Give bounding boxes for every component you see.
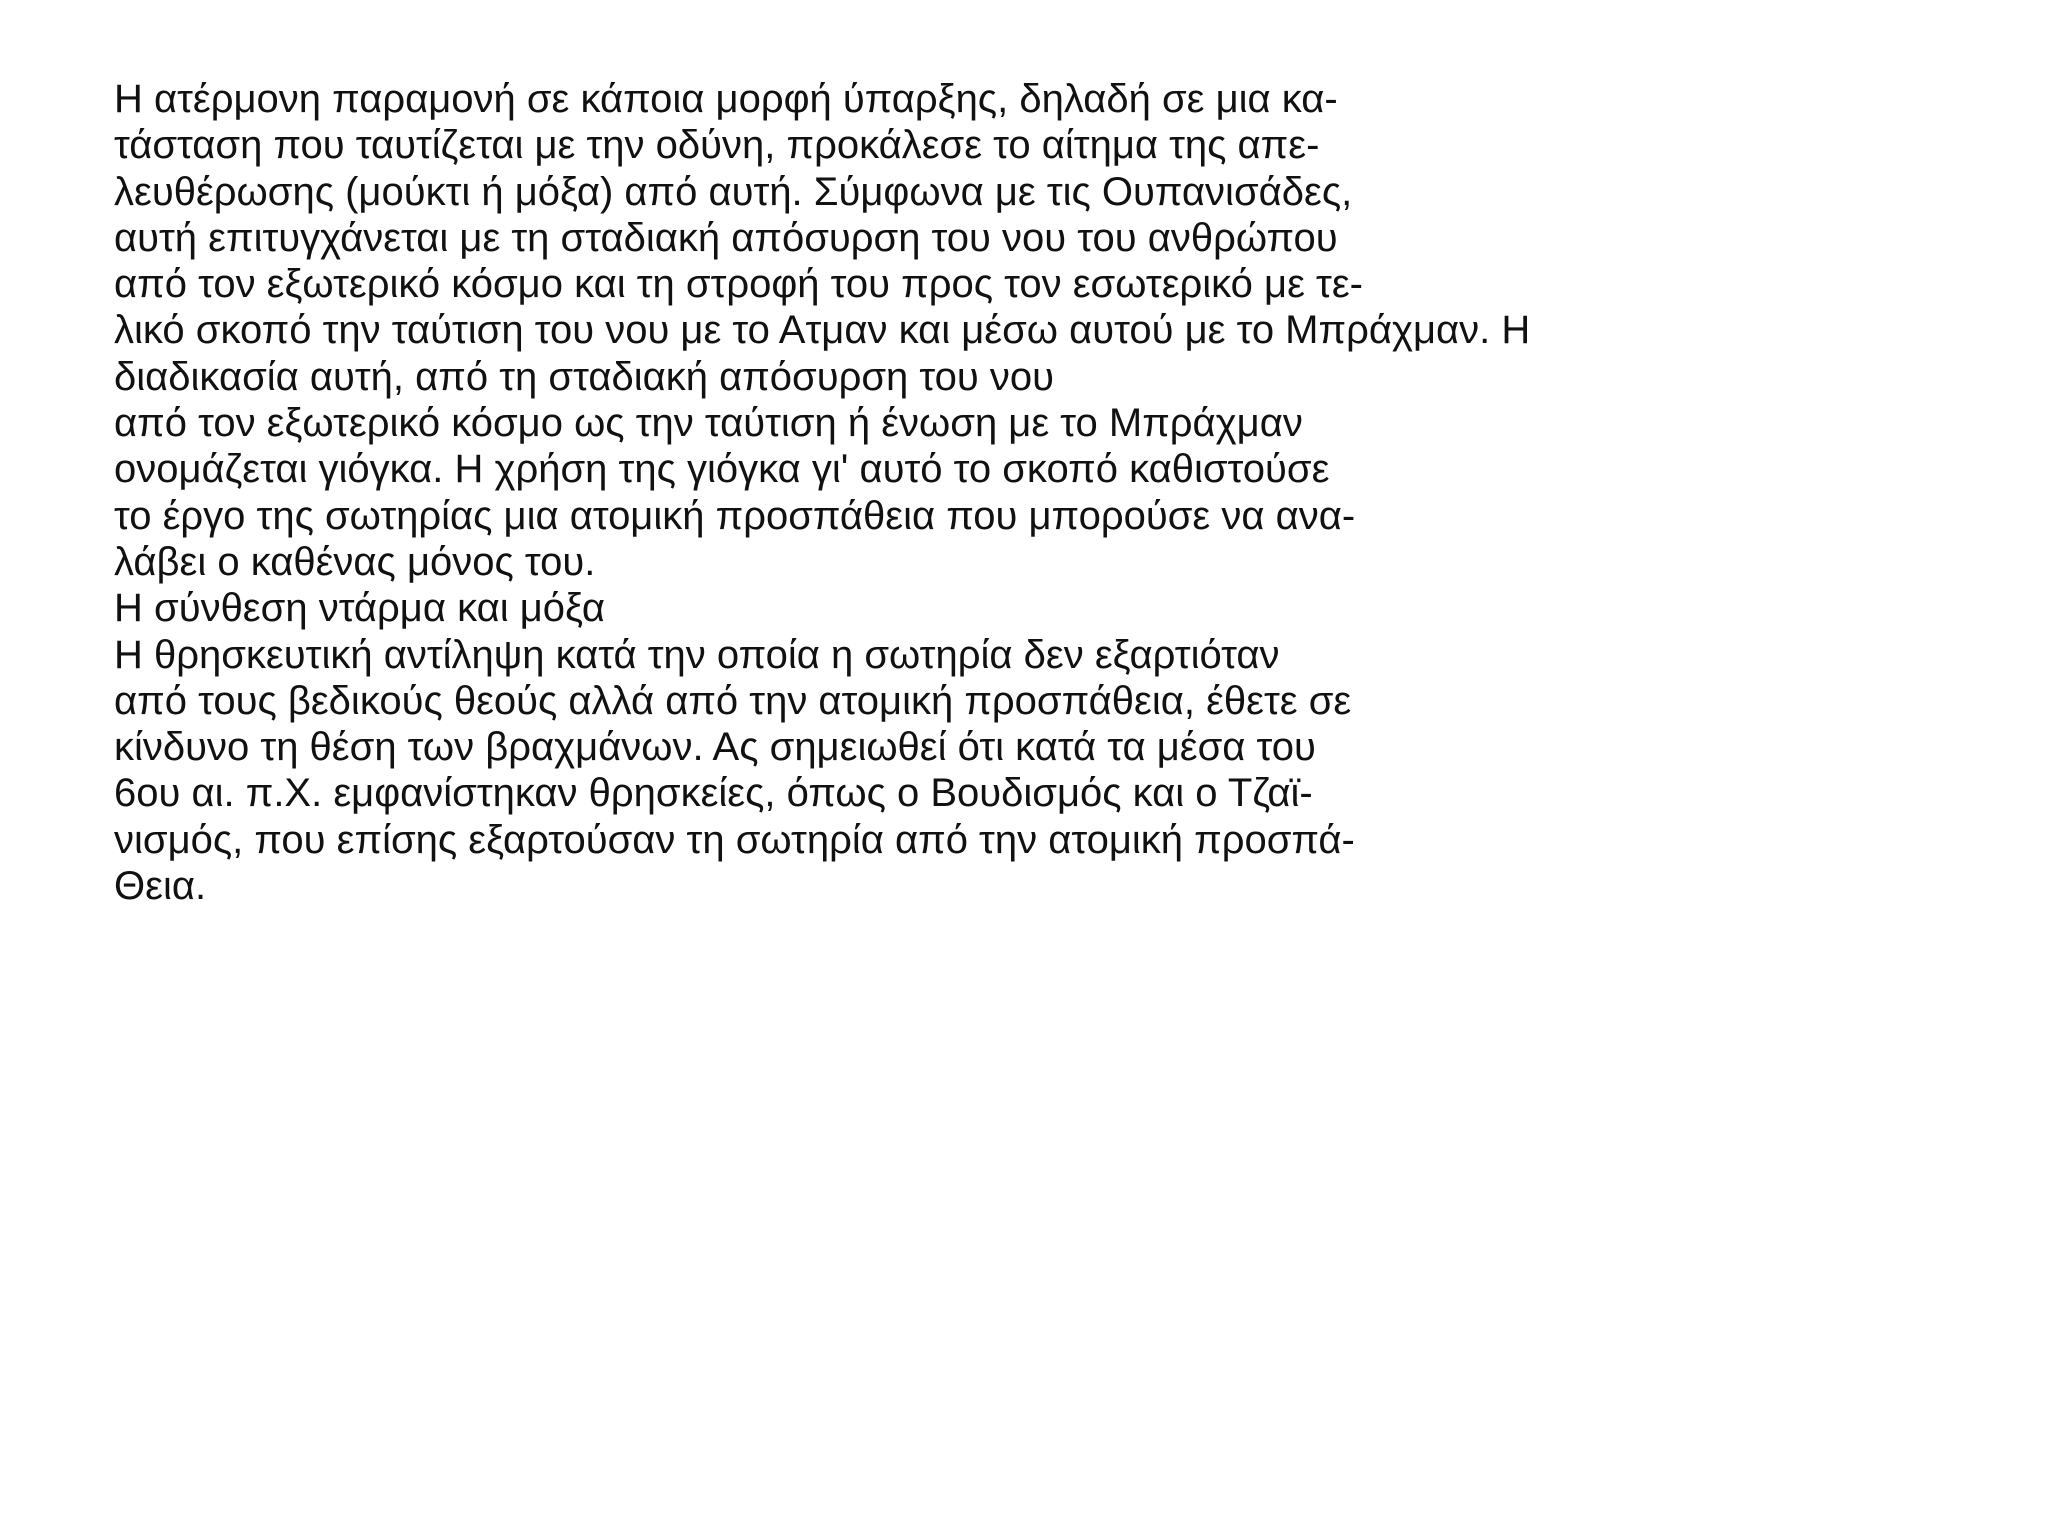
text-line-16: 6ου αι. π.Χ. εμφανίστηκαν θρησκείες, όπως ο Βουδισμός και ο Τζαϊ- [114,771,1313,816]
text-line-15: κίνδυνο τη θέση των βραχμάνων. Ας σημειωθεί ότι κατά τα μέσα του [114,725,1316,770]
text-line-4: αυτή επιτυγχάνεται με τη σταδιακή απόσυρση του νου του ανθρώπου [114,215,1338,260]
text-line-1: Η ατέρμονη παραμονή σε κάποια μορφή ύπαρξης, δηλαδή σε μια κα- [114,77,1338,121]
text-line-7: διαδικασία αυτή, από τη σταδιακή απόσυρση του νου [114,354,1054,399]
text-line-10: το έργο της σωτηρίας μια ατομική προσπάθεια που μπορούσε να ανα- [114,493,1356,538]
text-line-13: Η θρησκευτική αντίληψη κατά την οποία η σωτηρία δεν εξαρτιόταν [114,632,1280,677]
text-line-14: από τους βεδικούς θεούς αλλά από την ατομική προσπάθεια, έθετε σε [114,678,1352,723]
text-line-17: νισμός, που επίσης εξαρτούσαν τη σωτηρία από την ατομική προσπά- [114,817,1355,862]
text-line-5: από τον εξωτερικό κόσμο και τη στροφή του προς τον εσωτερικό με τε- [114,262,1363,307]
section-heading: Η σύνθεση ντάρμα και μόξα [114,586,605,631]
text-line-6: λικό σκοπό την ταύτιση του νου με το Ατμαν και μέσω αυτού με το Μπράχμαν. Η [114,308,1531,353]
text-line-2: τάσταση που ταυτίζεται με την οδύνη, προκάλεσε το αίτημα της απε- [114,123,1320,168]
text-line-9: ονομάζεται γιόγκα. Η χρήση της γιόγκα γι' αυτό το σκοπό καθιστούσε [114,447,1330,492]
text-line-18: Θεια. [114,864,207,909]
text-line-11: λάβει ο καθένας μόνος του. [114,539,596,584]
text-line-8: από τον εξωτερικό κόσμο ως την ταύτιση ή ένωση με το Μπράχμαν [114,401,1303,446]
body-text [114,76,2014,909]
text-line-3: λευθέρωσης (μούκτι ή μόξα) από αυτή. Σύμφωνα με τις Ουπανισάδες, [114,169,1353,214]
